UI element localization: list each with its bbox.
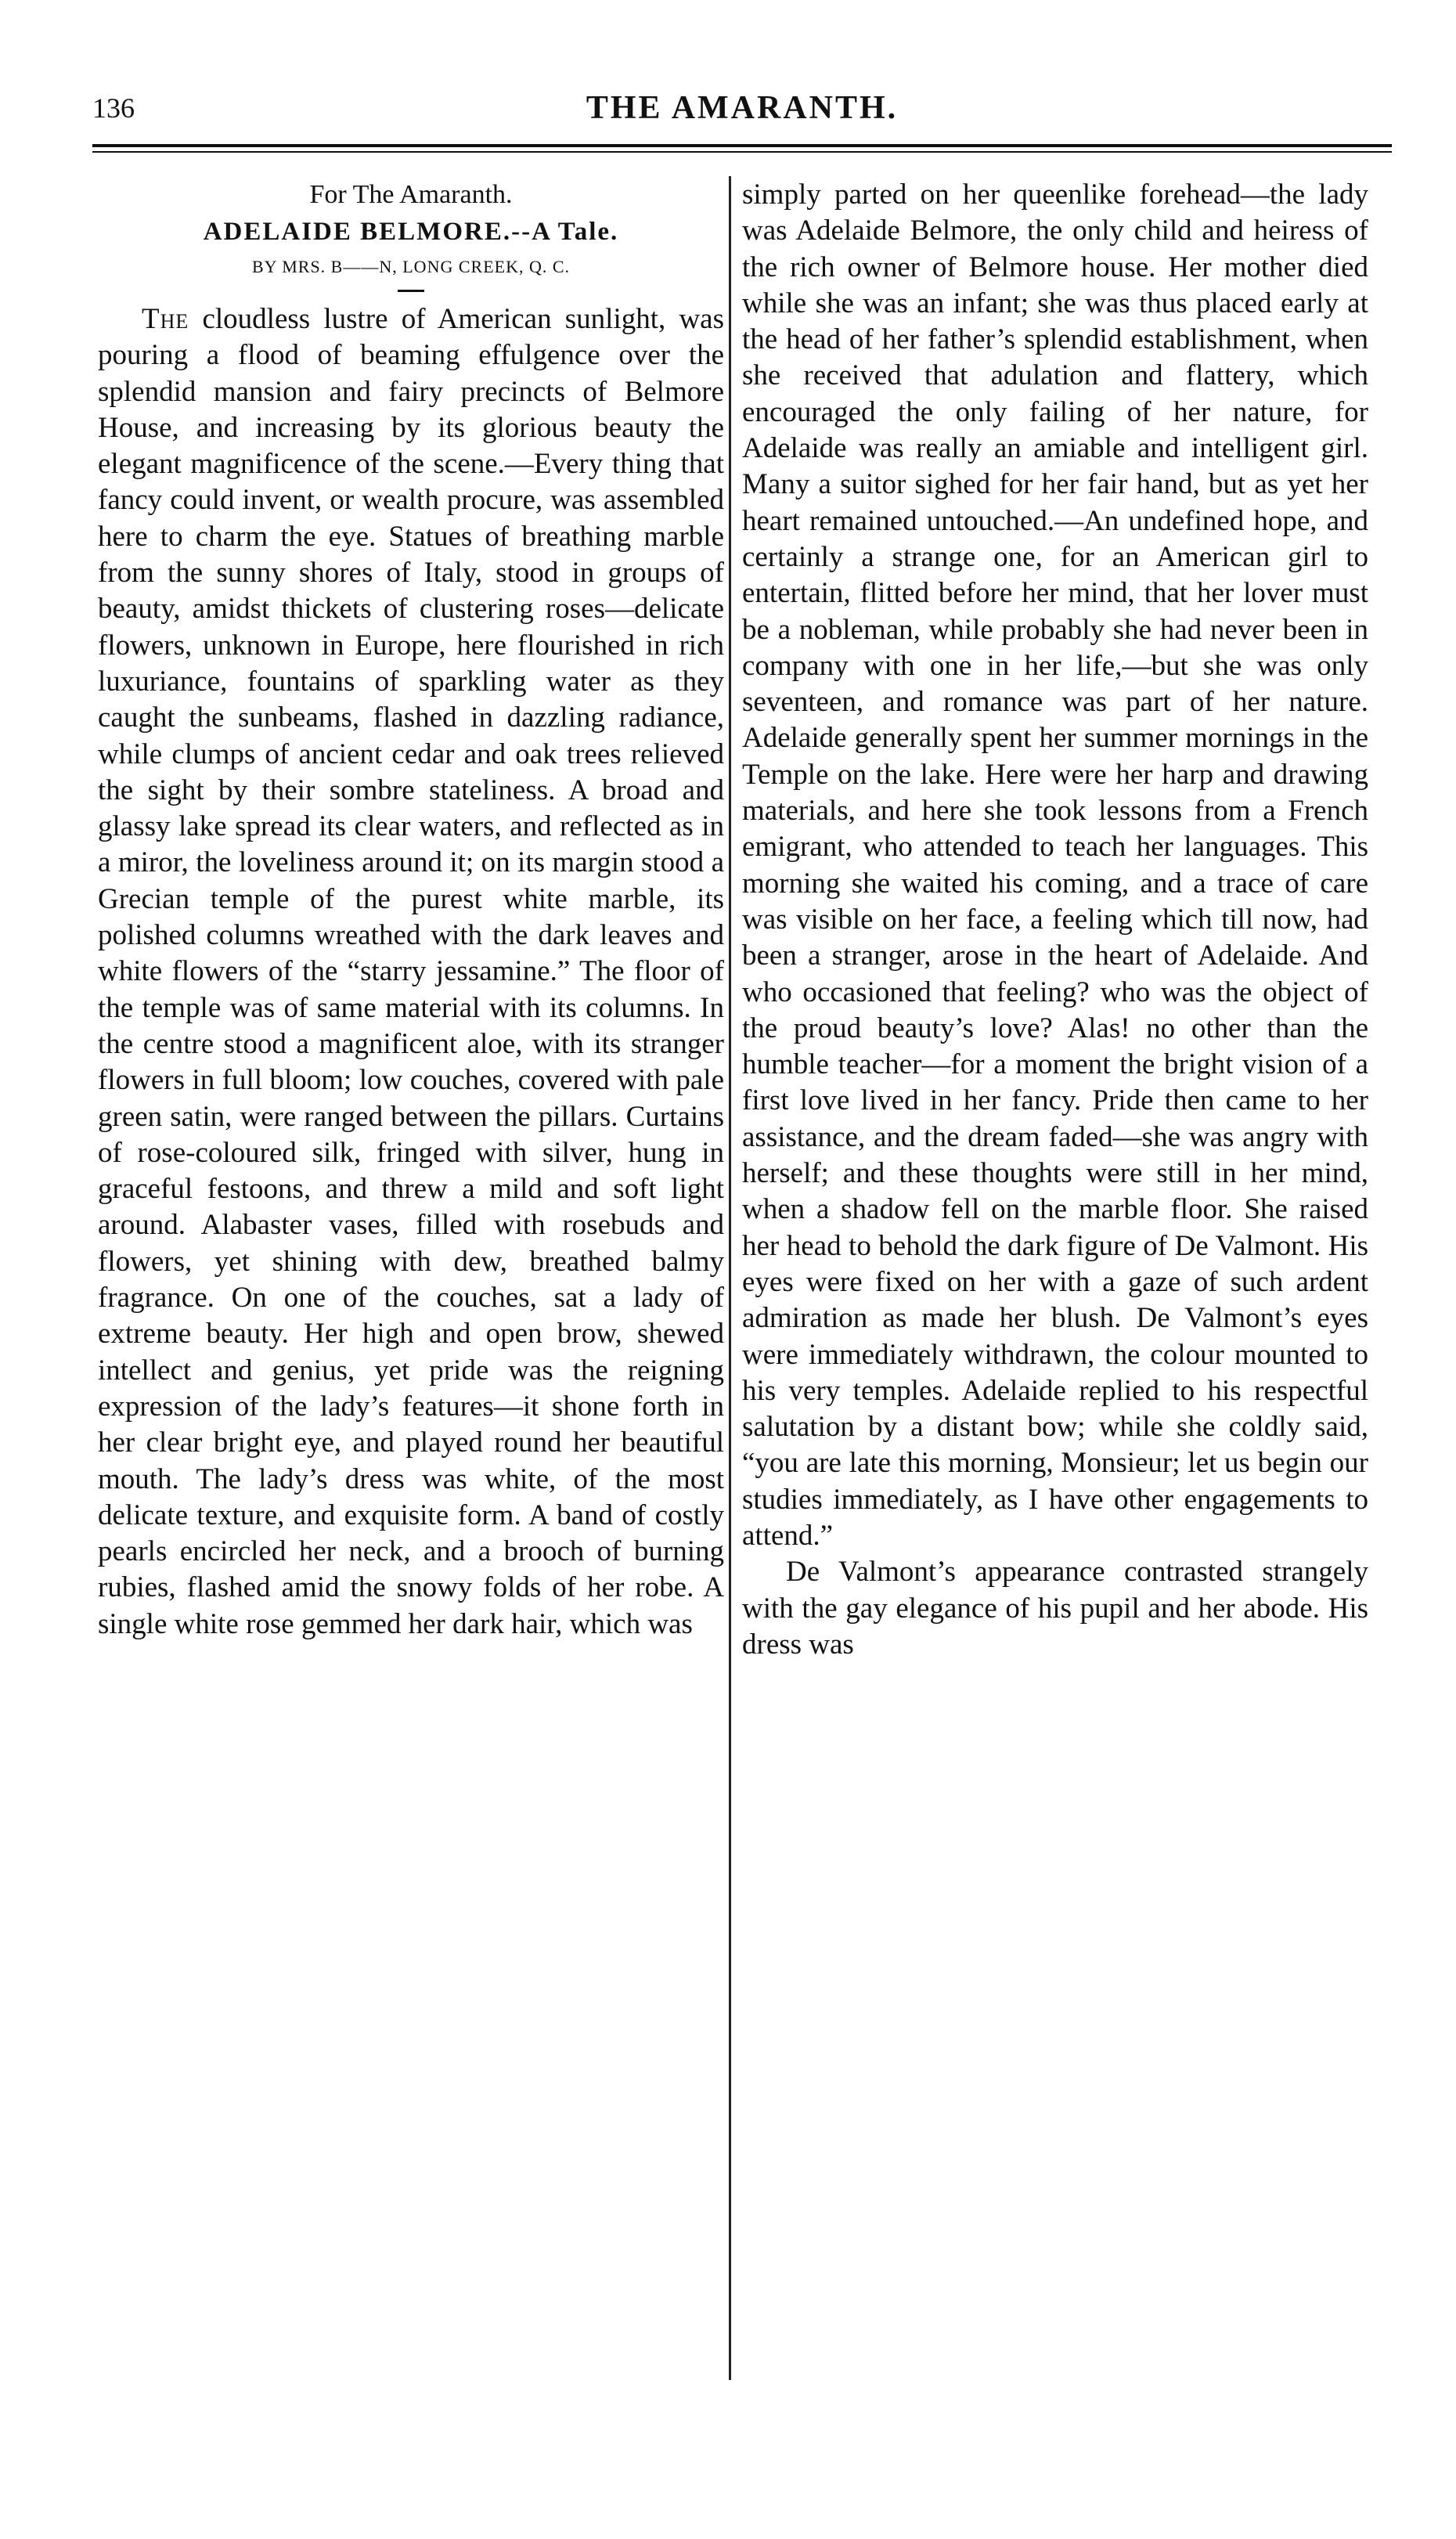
left-column (98, 177, 724, 1643)
story-title: ADELAIDE BELMORE.--A Tale. (203, 218, 619, 246)
running-title: THE AMARANTH. (586, 90, 899, 126)
header-rule-thick (92, 144, 1392, 147)
title-dash (398, 290, 424, 292)
header-rule-thin (92, 151, 1392, 153)
left-column-paragraph (98, 301, 724, 1643)
left-column-text: cloudless lustre of American sunlight, was pouring a flood of beaming effulgence over the splendid mansion and fairy precincts of Belmore House, and increasing by its glorious beauty the elegant magnificence of the scene.—Every thing that fancy could invent, or wealth procure, was assembled here to charm the eye. Statues of breathing marble from the sunny shores of Italy, stood in groups of beauty, amidst thickets of clustering roses—delicate flowers, unknown in Europe, here flourished in rich luxuriance, fountains of sparkling water as they caught the sunbeams, flashed in dazzling radiance, while clumps of ancient cedar and oak trees relieved the sight by their sombre stateliness. A broad and glassy lake spread its clear waters, and reflected as in a miror, the loveliness around it; on its margin stood a Grecian temple of the purest white marble, its polished columns wreathed with the dark leaves and white flowers of the “starry jessamine.” The floor of the temple was of same material with its columns. In the centre stood a magnificent aloe, with its stranger flowers in full bloom; low couches, covered with pale green satin, were ranged between the pillars. Curtains of rose-coloured silk, fringed with silver, hung in graceful festoons, and threw a mild and soft light around. Alabaster vases, filled with rosebuds and flowers, yet shining with dew, breathed balmy fragrance. On one of the couches, sat a lady of extreme beauty. Her high and open brow, shewed intellect and genius, yet pride was the reigning expression of the lady’s features—it shone forth in her clear bright eye, and played round her beautiful mouth. The lady’s dress was white, of the most delicate texture, and exquisite form. A band of costly pearls encircled her neck, and a brooch of burning rubies, flashed amid the snowy folds of her robe. A single white rose gemmed her dark hair, which was (98, 303, 724, 1640)
right-column-paragraph-2: De Valmont’s appearance contrasted strangely with the gay elegance of his pupil and her abode. His dress was (742, 1556, 1368, 1661)
opening-word: The (142, 303, 189, 335)
for-line: For The Amaranth. (309, 180, 513, 209)
right-column-paragraph-1: simply parted on her queenlike forehead—the lady was Adelaide Belmore, the only child and heiress of the rich owner of Belmore house. Her mother died while she was an infant; she was thus placed early at the head of her father’s splendid establishment, when she received that adulation and flattery, which encouraged the only failing of her nature, for Adelaide was really an amiable and intelligent girl. Many a suitor sighed for her fair hand, but as yet her heart remained untouched.—An undefined hope, and certainly a strange one, for an American girl to entertain, flitted before her mind, that her lover must be a nobleman, while probably she had never been in company with one in her life,—but she was only seventeen, and romance was part of her nature. Adelaide generally spent her summer mornings in the Temple on the lake. Here were her harp and drawing materials, and here she took lessons from a French emigrant, who attended to teach her languages. This morning she waited his coming, and a trace of care was visible on her face, a feeling which till now, had been a stranger, arose in the heart of Adelaide. And who occasioned that feeling? who was the object of the proud beauty’s love? Alas! no other than the humble teacher—for a moment the bright vision of a first love lived in her fancy. Pride then came to her assistance, and the dream faded—she was angry with herself; and these thoughts were still in her mind, when a shadow fell on the marble floor. She raised her head to behold the dark figure of De Valmont. His eyes were fixed on her with a gaze of such ardent admiration as made her blush. De Valmont’s eyes were immediately withdrawn, the colour mounted to his very temples. Adelaide replied to his respectful salutation by a distant bow; while she coldly said, “you are late this morning, Monsieur; let us begin our studies immediately, as I have other engagements to attend.” (742, 179, 1368, 1552)
page-header (92, 85, 1392, 132)
byline: BY MRS. B——N, LONG CREEK, Q. C. (251, 257, 571, 276)
page-number: 136 (92, 92, 135, 124)
right-column (742, 177, 1368, 1663)
column-divider (729, 176, 731, 2380)
